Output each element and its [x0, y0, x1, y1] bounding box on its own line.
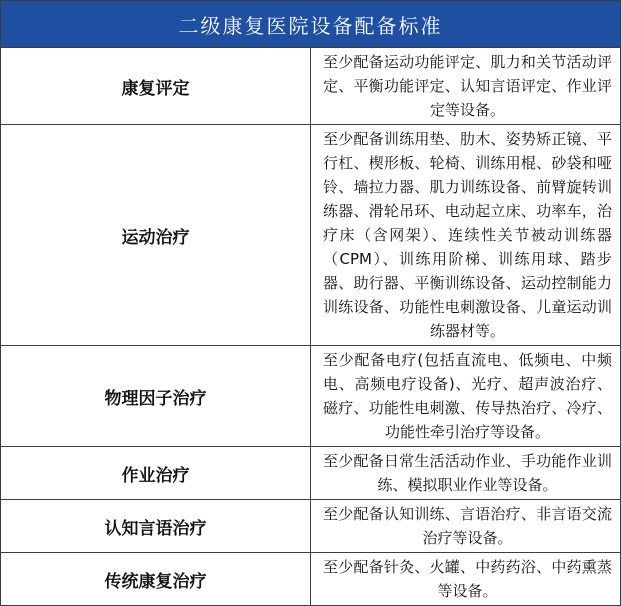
header-row — [1, 1, 621, 48]
category-rehab-assessment: 康复评定 — [1, 48, 311, 125]
table-row — [1, 500, 621, 553]
table-row — [1, 553, 621, 606]
category-physical-factor: 物理因子治疗 — [1, 346, 311, 447]
table-title: 二级康复医院设备配备标准 — [1, 1, 621, 48]
table-row — [1, 125, 621, 346]
desc-physical-factor: 至少配备电疗(包括直流电、低频电、中频电、高频电疗设备)、光疗、超声波治疗、磁疗、功能性电刺激、传导热治疗、冷疗、功能性牵引治疗等设备。 — [311, 346, 621, 447]
table-row — [1, 447, 621, 500]
category-occupational: 作业治疗 — [1, 447, 311, 500]
desc-occupational: 至少配备日常生活活动作业、手功能作业训练、模拟职业作业等设备。 — [311, 447, 621, 500]
desc-cognitive-speech: 至少配备认知训练、言语治疗、非言语交流治疗等设备。 — [311, 500, 621, 553]
table-row — [1, 48, 621, 125]
category-exercise-therapy: 运动治疗 — [1, 125, 311, 346]
category-cognitive-speech: 认知言语治疗 — [1, 500, 311, 553]
category-traditional: 传统康复治疗 — [1, 553, 311, 606]
desc-rehab-assessment: 至少配备运动功能评定、肌力和关节活动评定、平衡功能评定、认知言语评定、作业评定等设备。 — [311, 48, 621, 125]
desc-exercise-therapy: 至少配备训练用垫、肋木、姿势矫正镜、平行杠、楔形板、轮椅、训练用棍、砂袋和哑铃、墙拉力器、肌力训练设备、前臂旋转训练器、滑轮吊环、电动起立床、功率车，治疗床（含网架）、连续性关节被动训练器（CPM）、训练用阶梯、训练用球、踏步器、助行器、平衡训练设备、运动控制能力训练设备、功能性电刺激设备、儿童运动训练器材等。 — [311, 125, 621, 346]
desc-traditional: 至少配备针灸、火罐、中药药浴、中药熏蒸等设备。 — [311, 553, 621, 606]
table-row — [1, 346, 621, 447]
